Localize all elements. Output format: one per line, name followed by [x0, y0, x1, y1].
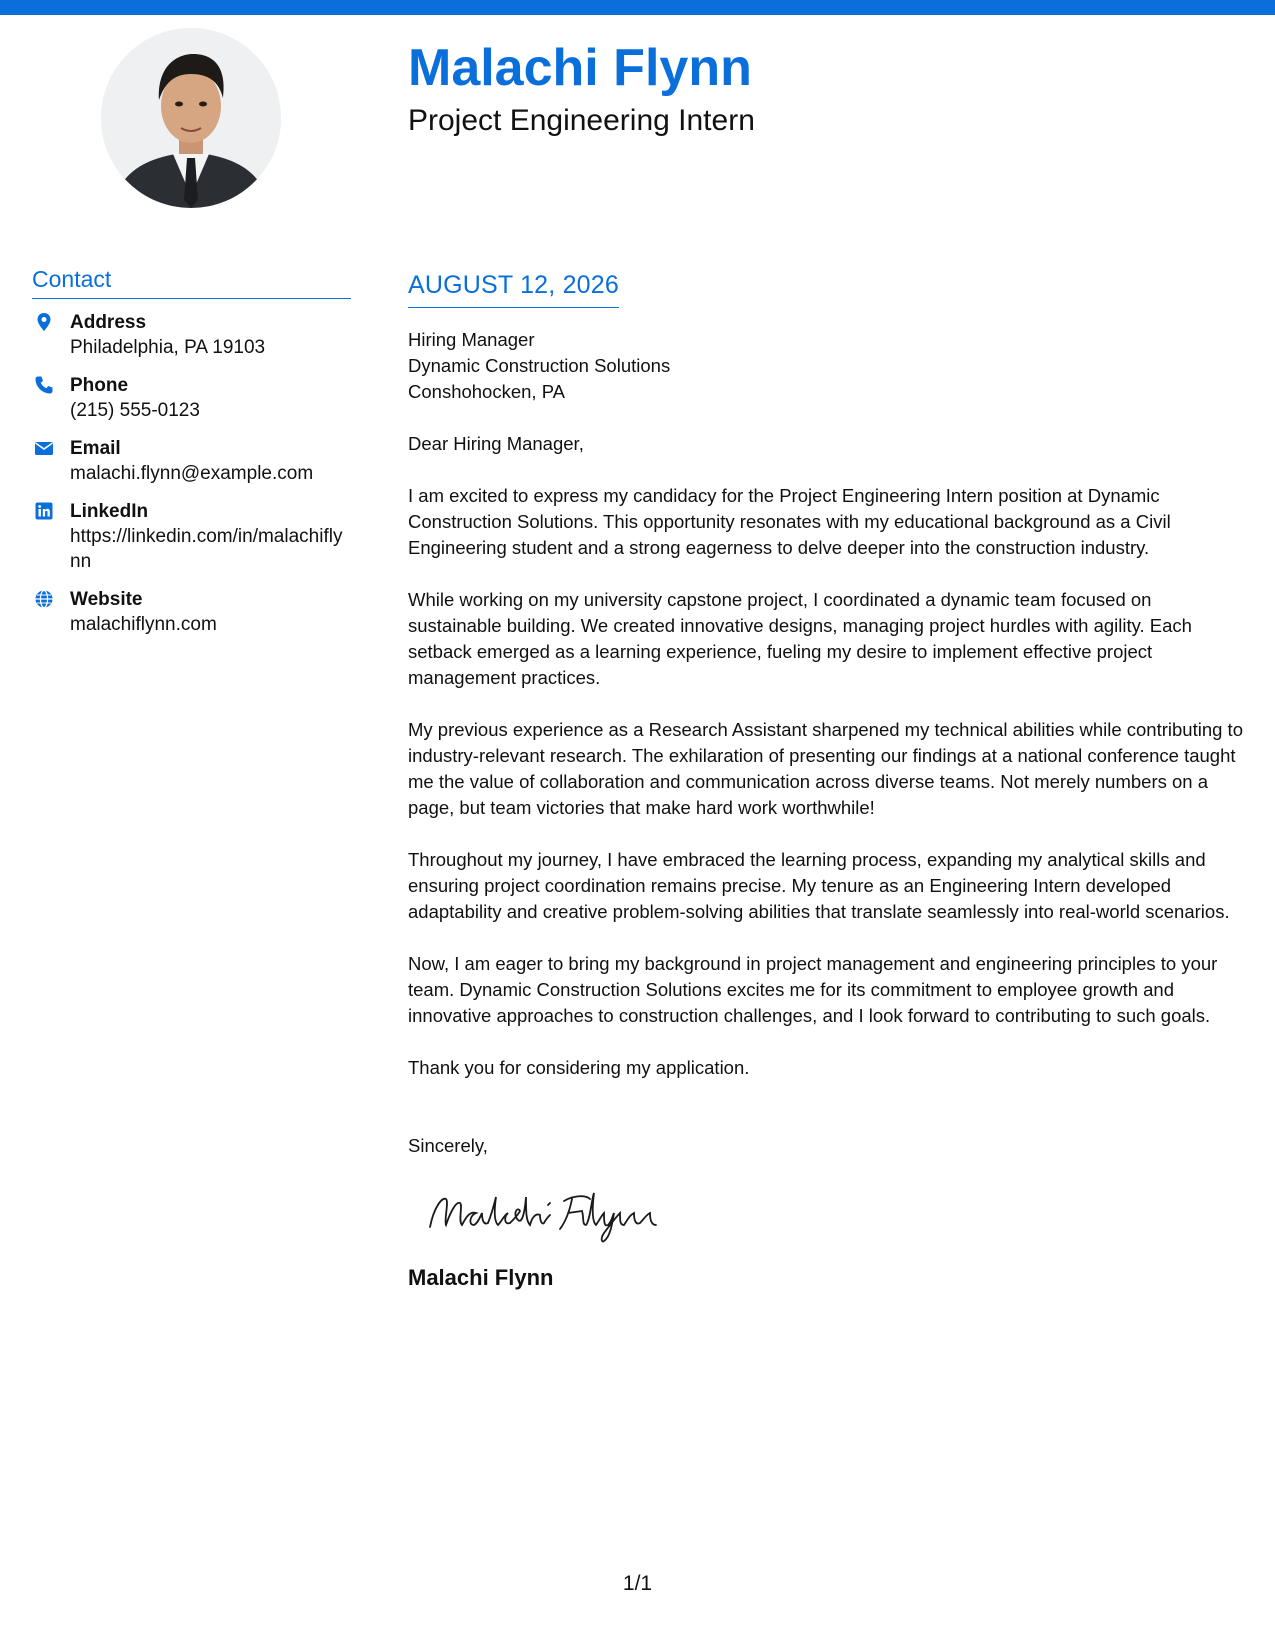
contact-list — [32, 310, 352, 650]
contact-value: (215) 555-0123 — [70, 400, 200, 421]
contact-value[interactable]: malachi.flynn@example.com — [70, 463, 314, 484]
envelope-icon — [34, 438, 54, 458]
globe-icon — [34, 589, 54, 609]
contact-value[interactable]: https://linkedin.com/in/malachiflynn — [70, 526, 343, 572]
handwritten-signature — [424, 1177, 664, 1247]
recipient-line: Dynamic Construction Solutions — [408, 355, 671, 376]
letter-paragraph: My previous experience as a Research Assistant sharpened my technical abilities while contributing to industry-relevant research. The exhilaration of presenting our findings at a national conference taught me the value of collaboration and communication across diverse teams. Not merely numbers on a page, but team victories that make hard work worthwhile! — [408, 719, 1243, 818]
phone-icon — [34, 375, 54, 395]
letter-paragraph: While working on my university capstone project, I coordinated a dynamic team focused on sustainable building. We created innovative designs, managing project hurdles with agility. Each setback emerged as a learning experience, fueling my desire to implement effective project management practices. — [408, 589, 1192, 688]
closing: Sincerely, — [408, 1135, 488, 1156]
contact-value: Philadelphia, PA 19103 — [70, 337, 266, 358]
contact-label: Website — [70, 589, 143, 610]
letter-paragraph: I am excited to express my candidacy for the Project Engineering Intern position at Dynamic Construction Solutions. This opportunity resonates with my educational background as a Civil Engineering student and a strong eagerness to delve deeper into the construction industry. — [408, 485, 1171, 558]
contact-label: Phone — [70, 375, 129, 396]
profile-photo — [101, 28, 281, 208]
contact-item-email — [32, 436, 352, 486]
job-title: Project Engineering Intern — [408, 104, 755, 137]
recipient-line: Conshohocken, PA — [408, 381, 566, 402]
contact-label: Email — [70, 438, 121, 459]
page-number: 1/1 — [622, 1572, 653, 1595]
recipient-block — [408, 327, 1248, 405]
applicant-name: Malachi Flynn — [408, 39, 752, 97]
linkedin-icon — [34, 501, 54, 521]
signer-name: Malachi Flynn — [408, 1265, 554, 1290]
location-pin-icon — [34, 312, 54, 332]
letter-paragraph: Throughout my journey, I have embraced the learning process, expanding my analytical skills and ensuring project coordination remains precise. My tenure as an Engineering Intern developed adaptability and creative problem-solving abilities that translate seamlessly into real-world scenarios. — [408, 849, 1230, 922]
top-accent-bar — [0, 0, 1275, 15]
contact-label: LinkedIn — [70, 501, 149, 522]
contact-label: Address — [70, 312, 147, 333]
contact-value[interactable]: malachiflynn.com — [70, 614, 217, 635]
contact-item-address — [32, 310, 352, 360]
letter-paragraph: Now, I am eager to bring my background in project management and engineering principles to your team. Dynamic Construction Solutions excites me for its commitment to employee growth and innovative approaches to construction challenges, and I look forward to contributing to such goals. — [408, 953, 1218, 1026]
recipient-line: Hiring Manager — [408, 329, 535, 350]
letter-date: AUGUST 12, 2026 — [408, 270, 619, 308]
letter-body — [408, 327, 1248, 1291]
contact-heading: Contact — [32, 266, 351, 299]
contact-item-linkedin — [32, 499, 352, 574]
letter-paragraph: Thank you for considering my application. — [408, 1057, 750, 1078]
contact-item-phone — [32, 373, 352, 423]
contact-item-website — [32, 587, 352, 637]
salutation: Dear Hiring Manager, — [408, 433, 584, 454]
